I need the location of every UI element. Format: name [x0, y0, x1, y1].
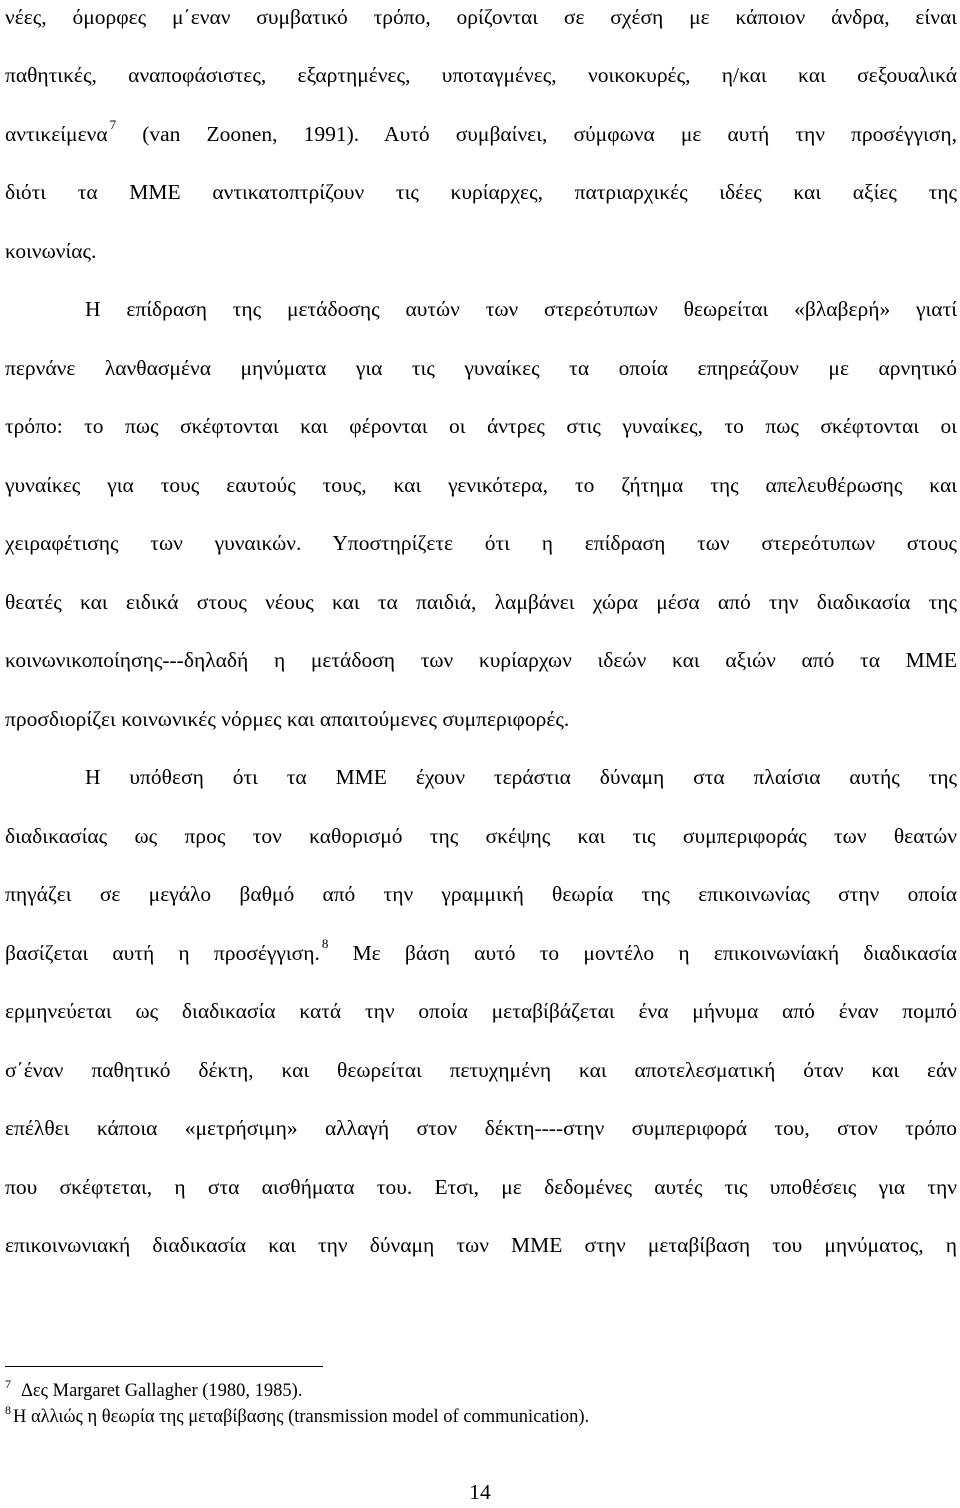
- body-line-13: προσδιορίζει κοινωνικές νόρμες και απαιτούμενες συμπεριφορές.: [5, 707, 570, 731]
- body-line-16: πηγάζει σε μεγάλο βαθμό από την γραμμική θεωρία της επικοινωνίας στην οποία: [5, 882, 957, 906]
- body-line-3-start: αντικείμενα: [5, 122, 108, 146]
- body-line-8: τρόπο: το πως σκέφτονται και φέρονται οι άντρες στις γυναίκες, το πως σκέφτονται οι: [5, 414, 957, 438]
- footnote-ref-8: 8: [321, 936, 329, 951]
- body-line-21: που σκέφτεται, η στα αισθήματα του. Ετσι, με δεδομένες αυτές τις υποθέσεις για την: [5, 1175, 957, 1199]
- page-number: 14: [469, 1480, 491, 1504]
- body-line-20: επέλθει κάποια «μετρήσιμη» αλλαγή στον δέκτη----στην συμπεριφορά του, στον τρόπο: [5, 1116, 957, 1140]
- footnote-8-number: 8: [5, 1403, 11, 1417]
- body-line-22: επικοινωνιακή διαδικασία και την δύναμη των ΜΜΕ στην μεταβίβαση του μηνύματος, η: [5, 1233, 957, 1257]
- body-line-14: Η υπόθεση ότι τα ΜΜΕ έχουν τεράστια δύναμη στα πλαίσια αυτής της: [85, 765, 957, 789]
- body-line-15: διαδικασίας ως προς τον καθορισμό της σκέψης και τις συμπεριφοράς των θεατών: [5, 824, 957, 848]
- body-line-17-start: βασίζεται αυτή η προσέγγιση.: [5, 941, 320, 965]
- footnote-ref-7: 7: [109, 117, 117, 132]
- body-line-12: κοινωνικοποίησης---δηλαδή η μετάδοση των κυρίαρχων ιδεών και αξιών από τα ΜΜΕ: [5, 648, 957, 672]
- body-line-3-end: (van Zoonen, 1991). Αυτό συμβαίνει, σύμφωνα με αυτή την προσέγγιση,: [116, 122, 957, 146]
- body-line-17: [5, 933, 957, 973]
- body-line-6: Η επίδραση της μετάδοσης αυτών των στερεότυπων θεωρείται «βλαβερή» γιατί: [85, 297, 957, 321]
- body-line-4: διότι τα ΜΜΕ αντικατοπτρίζουν τις κυρίαρχες, πατριαρχικές ιδέες και αξίες της: [5, 180, 957, 204]
- footnote-7: [5, 1378, 302, 1404]
- body-line-5: κοινωνίας.: [5, 239, 97, 263]
- body-line-9: γυναίκες για τους εαυτούς τους, και γενικότερα, το ζήτημα της απελευθέρωσης και: [5, 473, 957, 497]
- footnote-8-text: Η αλλιώς η θεωρία της μεταβίβασης (transmission model of communication).: [13, 1407, 590, 1427]
- footnote-separator: [5, 1366, 323, 1367]
- body-line-10: χειραφέτισης των γυναικών. Υποστηρίζετε ότι η επίδραση των στερεότυπων στους: [5, 531, 957, 555]
- footnote-7-number: 7: [5, 1377, 11, 1391]
- body-line-19: σ΄έναν παθητικό δέκτη, και θεωρείται πετυχημένη και αποτελεσματική όταν και εάν: [5, 1058, 957, 1082]
- body-line-7: περνάνε λανθασμένα μηνύματα για τις γυναίκες τα οποία επηρεάζουν με αρνητικό: [5, 356, 957, 380]
- footnote-8: [5, 1404, 589, 1430]
- body-line-2: παθητικές, αναποφάσιστες, εξαρτημένες, υποταγμένες, νοικοκυρές, η/και και σεξουαλικά: [5, 63, 957, 87]
- body-line-1: νέες, όμορφες μ΄εναν συμβατικό τρόπο, ορίζονται σε σχέση με κάποιον άνδρα, είναι: [5, 5, 957, 29]
- footnote-7-text: Δες Margaret Gallagher (1980, 1985).: [21, 1381, 303, 1401]
- body-line-3: [5, 114, 957, 154]
- body-line-17-end: Με βάση αυτό το μοντέλο η επικοινωνίακή διαδικασία: [328, 941, 957, 965]
- body-line-18: ερμηνεύεται ως διαδικασία κατά την οποία μεταβίβάζεται ένα μήνυμα από έναν πομπό: [5, 999, 957, 1023]
- body-line-11: θεατές και ειδικά στους νέους και τα παιδιά, λαμβάνει χώρα μέσα από την διαδικασία της: [5, 590, 957, 614]
